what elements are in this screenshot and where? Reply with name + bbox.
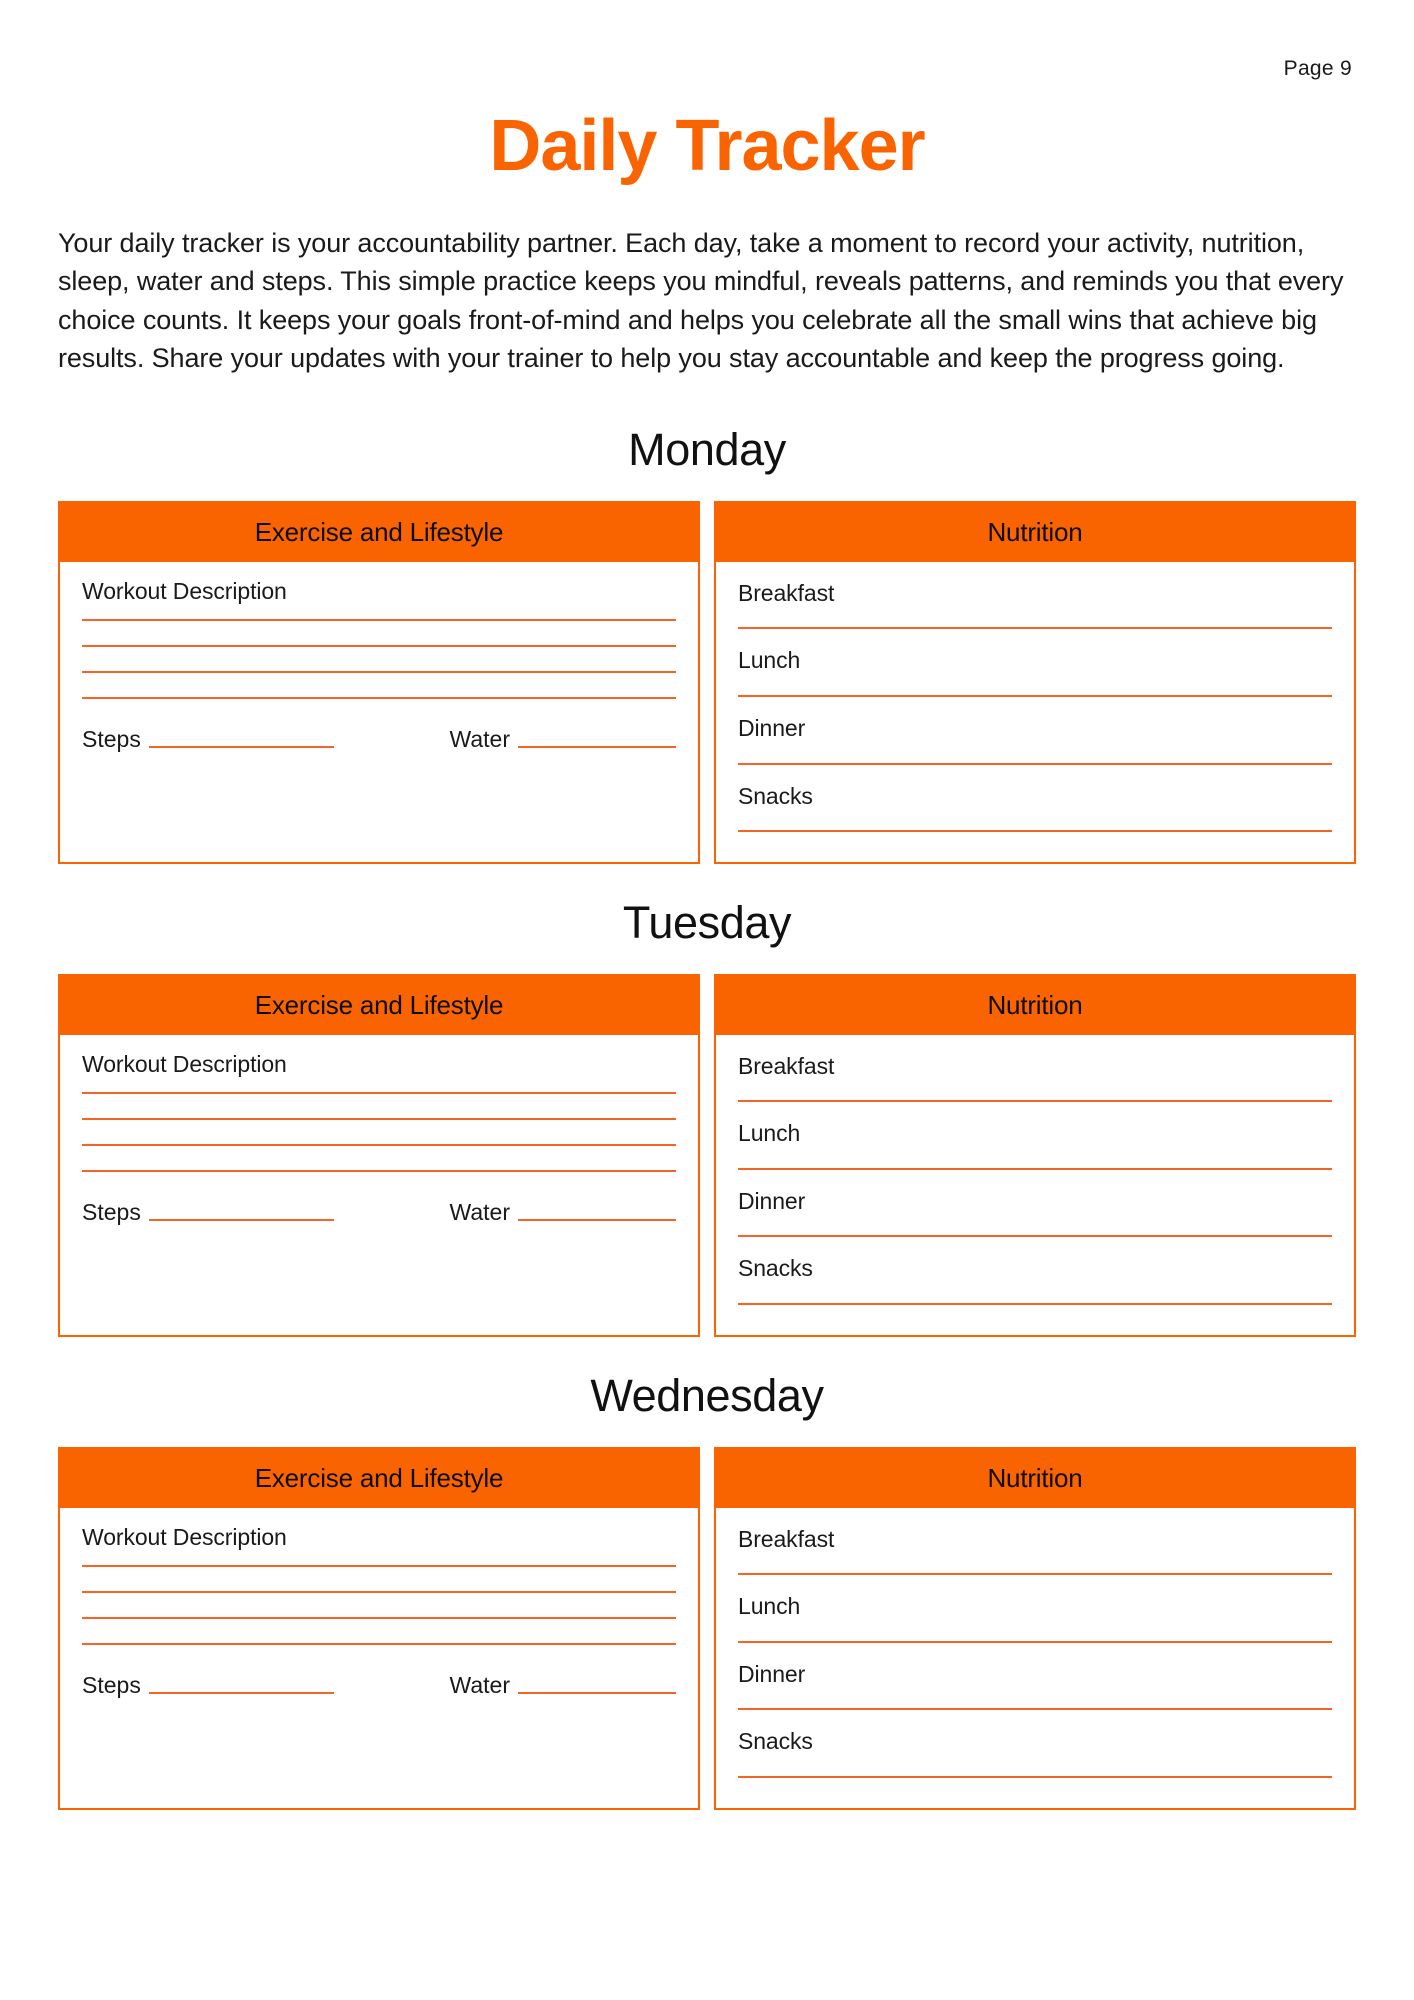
day-cards xyxy=(58,974,1356,1337)
steps-write-line[interactable] xyxy=(149,1692,334,1694)
page-title: Daily Tracker xyxy=(489,106,925,186)
meal-write-line[interactable] xyxy=(738,830,1332,832)
water-label: Water xyxy=(449,1672,510,1699)
meal-label: Dinner xyxy=(738,1660,806,1687)
day-section-monday xyxy=(58,425,1356,864)
steps-label: Steps xyxy=(82,1199,141,1226)
steps-write-line[interactable] xyxy=(149,746,334,748)
write-line[interactable] xyxy=(82,1643,676,1645)
meal-list xyxy=(738,1051,1332,1321)
meal-label: Dinner xyxy=(738,715,806,741)
meal-label: Lunch xyxy=(738,647,801,674)
write-line[interactable] xyxy=(82,1565,676,1567)
exercise-card-body xyxy=(60,1508,698,1808)
water-write-line[interactable] xyxy=(518,1692,676,1694)
nutrition-card-header: Nutrition xyxy=(716,976,1354,1035)
meal-row xyxy=(738,1524,1332,1592)
page-number: Page 9 xyxy=(1283,57,1352,80)
meal-write-line[interactable] xyxy=(738,1100,1332,1102)
day-section-wednesday xyxy=(58,1371,1356,1810)
day-section-tuesday xyxy=(58,898,1356,1337)
water-label: Water xyxy=(449,726,510,753)
write-line[interactable] xyxy=(82,1144,676,1146)
meal-write-line[interactable] xyxy=(738,627,1332,629)
exercise-card xyxy=(58,501,700,864)
exercise-card xyxy=(58,974,700,1337)
water-write-line[interactable] xyxy=(518,746,676,748)
nutrition-card xyxy=(714,974,1356,1337)
meal-write-line[interactable] xyxy=(738,1303,1332,1305)
day-heading: Tuesday xyxy=(622,897,792,949)
write-line[interactable] xyxy=(82,697,676,699)
steps-write-line[interactable] xyxy=(149,1219,334,1221)
exercise-card-header: Exercise and Lifestyle xyxy=(60,503,698,562)
workout-description-label: Workout Description xyxy=(82,577,287,604)
write-line[interactable] xyxy=(82,1591,676,1593)
meal-write-line[interactable] xyxy=(738,763,1332,765)
write-line[interactable] xyxy=(82,1092,676,1094)
nutrition-card xyxy=(714,501,1356,864)
day-heading: Wednesday xyxy=(590,1370,824,1422)
meal-label: Lunch xyxy=(738,1593,801,1620)
nutrition-card-body xyxy=(716,562,1354,862)
meal-write-line[interactable] xyxy=(738,1708,1332,1710)
meal-label: Breakfast xyxy=(738,1052,835,1079)
meal-label: Snacks xyxy=(738,1255,813,1282)
meal-row xyxy=(738,645,1332,713)
exercise-card-body xyxy=(60,562,698,862)
meal-write-line[interactable] xyxy=(738,1168,1332,1170)
steps-field[interactable] xyxy=(82,1671,334,1700)
metrics-row xyxy=(82,1671,676,1702)
meal-label: Lunch xyxy=(738,1120,801,1147)
nutrition-card-header: Nutrition xyxy=(716,1449,1354,1508)
workout-description-lines xyxy=(82,1565,676,1645)
meal-row xyxy=(738,1118,1332,1186)
steps-field[interactable] xyxy=(82,1198,334,1227)
meal-label: Snacks xyxy=(738,782,813,809)
exercise-card-body xyxy=(60,1035,698,1335)
meal-row xyxy=(738,1659,1332,1727)
meal-write-line[interactable] xyxy=(738,1641,1332,1643)
meal-label: Snacks xyxy=(738,1728,813,1755)
nutrition-card-header: Nutrition xyxy=(716,503,1354,562)
steps-label: Steps xyxy=(82,1672,141,1699)
exercise-card-header: Exercise and Lifestyle xyxy=(60,1449,698,1508)
metrics-row xyxy=(82,1198,676,1229)
meal-row xyxy=(738,713,1332,781)
meal-row xyxy=(738,1591,1332,1659)
water-field[interactable] xyxy=(450,1671,677,1700)
write-line[interactable] xyxy=(82,619,676,621)
exercise-card-header: Exercise and Lifestyle xyxy=(60,976,698,1035)
water-write-line[interactable] xyxy=(518,1219,676,1221)
write-line[interactable] xyxy=(82,1617,676,1619)
write-line[interactable] xyxy=(82,1170,676,1172)
metrics-row xyxy=(82,725,676,756)
meal-label: Dinner xyxy=(738,1187,806,1214)
meal-row xyxy=(738,1186,1332,1254)
meal-row xyxy=(738,1253,1332,1321)
steps-field[interactable] xyxy=(82,725,334,754)
write-line[interactable] xyxy=(82,645,676,647)
meal-row xyxy=(738,578,1332,646)
day-cards xyxy=(58,1447,1356,1810)
exercise-card xyxy=(58,1447,700,1810)
meal-write-line[interactable] xyxy=(738,1573,1332,1575)
meal-label: Breakfast xyxy=(738,1525,835,1552)
water-field[interactable] xyxy=(450,1198,677,1227)
steps-label: Steps xyxy=(82,726,141,753)
meal-list xyxy=(738,1524,1332,1794)
intro-paragraph: Your daily tracker is your accountability partner. Each day, take a moment to record your activity, nutrition, sleep, water and steps. This simple practice keeps you mindful, reveals patterns, and reminds you that every choice counts. It keeps your goals front-of-mind and helps you celebrate all the small wins that achieve big results. Share your updates with your trainer to help you stay accountable and keep the progress going. xyxy=(58,228,1344,373)
workout-description-label: Workout Description xyxy=(82,1523,287,1550)
meal-label: Breakfast xyxy=(738,579,835,606)
water-field[interactable] xyxy=(450,725,677,754)
day-heading: Monday xyxy=(628,424,786,476)
meal-write-line[interactable] xyxy=(738,1776,1332,1778)
workout-description-lines xyxy=(82,1092,676,1172)
nutrition-card-body xyxy=(716,1035,1354,1335)
meal-row xyxy=(738,1726,1332,1794)
meal-row xyxy=(738,1051,1332,1119)
meal-write-line[interactable] xyxy=(738,1235,1332,1237)
nutrition-card-body xyxy=(716,1508,1354,1808)
meal-write-line[interactable] xyxy=(738,695,1332,697)
write-line[interactable] xyxy=(82,671,676,673)
meal-list xyxy=(738,578,1332,848)
workout-description-label: Workout Description xyxy=(82,1050,287,1077)
workout-description-lines xyxy=(82,619,676,699)
meal-row xyxy=(738,781,1332,849)
nutrition-card xyxy=(714,1447,1356,1810)
write-line[interactable] xyxy=(82,1118,676,1120)
water-label: Water xyxy=(449,1199,510,1226)
day-cards xyxy=(58,501,1356,864)
